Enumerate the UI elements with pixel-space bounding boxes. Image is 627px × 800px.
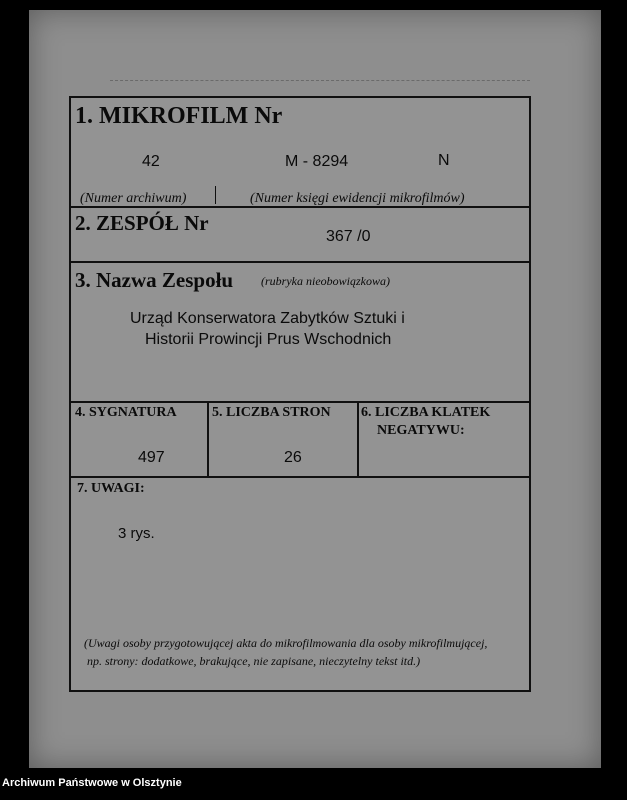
remarks-value: 3 rys. — [118, 525, 155, 542]
archive-number-caption: (Numer archiwum) — [80, 191, 187, 206]
register-letter: N — [438, 152, 450, 169]
rule-section-2-bottom — [71, 261, 529, 263]
section-7-heading: 7. UWAGI: — [77, 481, 145, 496]
collection-name-line-2: Historii Prowincji Prus Wschodnich — [145, 331, 392, 348]
section-6-heading-line-1: 6. LICZBA KLATEK — [361, 405, 491, 420]
register-number: M - 8294 — [285, 153, 349, 170]
rule-caption-divider — [215, 186, 216, 204]
section-4-heading: 4. SYGNATURA — [75, 405, 177, 420]
remarks-note-line-2: np. strony: dodatkowe, brakujące, nie zapisane, nieczytelny tekst itd.) — [87, 654, 421, 668]
rule-section-3-bottom — [71, 401, 529, 403]
page-count-value: 26 — [284, 449, 302, 466]
archive-number: 42 — [142, 153, 160, 170]
archive-footer-label: Archiwum Państwowe w Olsztynie — [2, 777, 182, 789]
signature-value: 497 — [138, 449, 165, 466]
register-number-caption: (Numer księgi ewidencji mikrofilmów) — [250, 191, 465, 206]
section-3-optional-note: (rubryka nieobowiązkowa) — [261, 274, 390, 288]
section-1-heading: 1. MIKROFILM Nr — [75, 103, 283, 129]
top-dashed-line — [110, 80, 530, 82]
remarks-note-line-1: (Uwagi osoby przygotowującej akta do mikrofilmowania dla osoby mikrofilmującej, — [84, 636, 488, 650]
section-2-heading: 2. ZESPÓŁ Nr — [75, 211, 209, 235]
section-6-heading-line-2: NEGATYWU: — [377, 423, 465, 438]
section-3-heading: 3. Nazwa Zespołu — [75, 268, 234, 292]
collection-number: 367 /0 — [326, 228, 371, 245]
rule-col-4-5 — [207, 401, 209, 477]
rule-col-5-6 — [357, 401, 359, 477]
rule-section-456-bottom — [71, 476, 529, 478]
collection-name-line-1: Urząd Konserwatora Zabytków Sztuki i — [130, 310, 405, 327]
section-5-heading: 5. LICZBA STRON — [212, 405, 331, 420]
form-frame — [69, 96, 531, 692]
